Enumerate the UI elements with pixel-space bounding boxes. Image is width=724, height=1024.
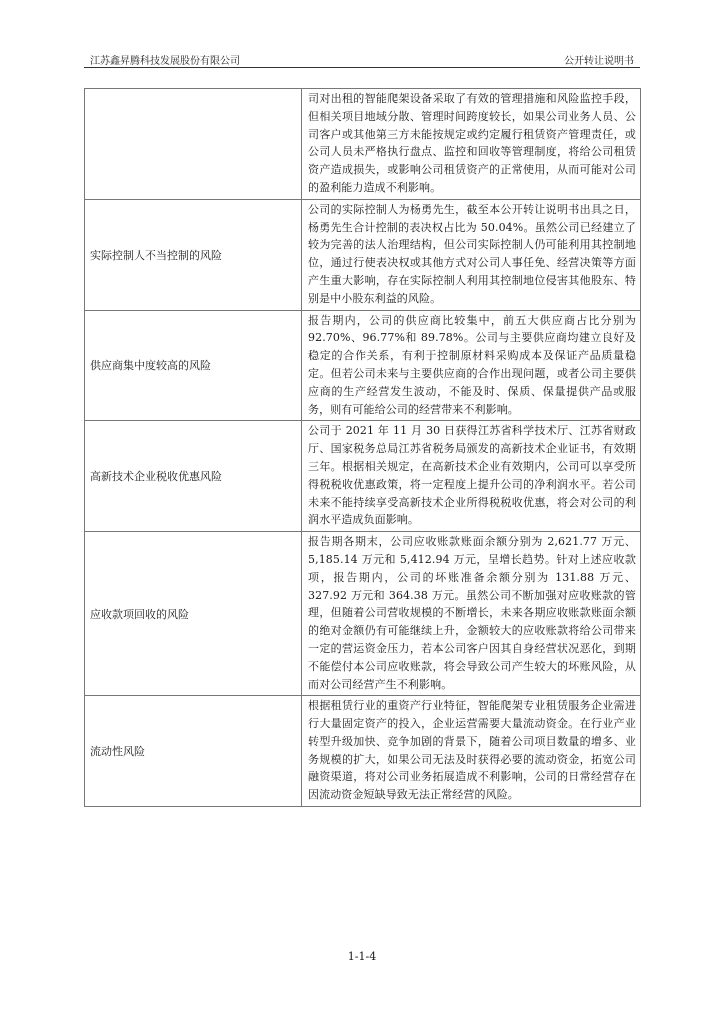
header-company-name: 江苏鑫昇腾科技发展股份有限公司 xyxy=(90,56,240,67)
table-row xyxy=(85,532,641,696)
header-document-type: 公开转让说明书 xyxy=(564,56,634,67)
table-row xyxy=(85,199,641,310)
risk-name-cell: 应收款项回收的风险 xyxy=(85,532,302,696)
table-row xyxy=(85,310,641,421)
risk-name-cell: 高新技术企业税收优惠风险 xyxy=(85,421,302,532)
page-number: 1-1-4 xyxy=(347,950,377,963)
table-row xyxy=(85,421,641,532)
header-divider xyxy=(84,67,640,68)
risk-description-cell: 公司的实际控制人为杨勇先生，截至本公开转让说明书出具之日，杨勇先生合计控制的表决权占比为 50.04%。虽然公司已经建立了较为完善的法人治理结构，但公司实际控制人仍可能利用其控制地位，通过行使表决权或其他方式对公司人事任免、经营决策等方面产生重大影响，存在实际控制人利用其控制地位侵害其他股东、特别是中小股东利益的风险。 xyxy=(302,199,641,310)
risk-name-cell: 供应商集中度较高的风险 xyxy=(85,310,302,421)
risk-name-cell xyxy=(85,89,302,200)
risk-description-cell: 司对出租的智能爬架设备采取了有效的管理措施和风险监控手段，但相关项目地域分散、管理时间跨度较长，如果公司业务人员、公司客户或其他第三方未能按规定或约定履行租赁资产管理责任，或公司人员未严格执行盘点、监控和回收等管理制度，将给公司租赁资产造成损失，或影响公司租赁资产的正常使用，从而可能对公司的盈利能力造成不利影响。 xyxy=(302,89,641,200)
risk-factors-table xyxy=(84,88,641,807)
page-header xyxy=(84,51,640,67)
table-row xyxy=(85,89,641,200)
risk-name-cell: 流动性风险 xyxy=(85,696,302,807)
risk-description-cell: 报告期内，公司的供应商比较集中，前五大供应商占比分别为 92.70%、96.77%和 89.78%。公司与主要供应商均建立良好及稳定的合作关系，有利于控制原材料采购成本及保证产品质量稳定。但若公司未来与主要供应商的合作出现问题，或者公司主要供应商的生产经营发生波动，不能及时、保质、保量提供产品或服务，则有可能给公司的经营带来不利影响。 xyxy=(302,310,641,421)
table-row xyxy=(85,696,641,807)
risk-description-cell: 根据租赁行业的重资产行业特征，智能爬架专业租赁服务企业需进行大量固定资产的投入，企业运营需要大量流动资金。在行业产业转型升级加快、竞争加剧的背景下，随着公司项目数量的增多、业务规模的扩大，如果公司无法及时获得必要的流动资金，拓宽公司融资渠道，将对公司业务拓展造成不利影响，公司的日常经营存在因流动资金短缺导致无法正常经营的风险。 xyxy=(302,696,641,807)
risk-description-cell: 公司于 2021 年 11 月 30 日获得江苏省科学技术厅、江苏省财政厅、国家税务总局江苏省税务局颁发的高新技术企业证书，有效期三年。根据相关规定，在高新技术企业有效期内，公司可以享受所得税税收优惠政策，将一定程度上提升公司的净利润水平。若公司未来不能持续享受高新技术企业所得税税收优惠，将会对公司的利润水平造成负面影响。 xyxy=(302,421,641,532)
risk-name-cell: 实际控制人不当控制的风险 xyxy=(85,199,302,310)
risk-description-cell: 报告期各期末，公司应收账款账面余额分别为 2,621.77 万元、5,185.14 万元和 5,412.94 万元，呈增长趋势。针对上述应收款项，报告期内，公司的坏账准备余额分别为 131.88 万元、327.92 万元和 364.38 万元。虽然公司不断加强对应收账款的管理，但随着公司营收规模的不断增长，未来各期应收账款账面余额的绝对金额仍有可能继续上升，金额较大的应收账款将给公司带来一定的营运资金压力，若本公司客户因其自身经营状况恶化，到期不能偿付本公司应收账款，将会导致公司产生较大的坏账风险，从而对公司经营产生不利影响。 xyxy=(302,532,641,696)
